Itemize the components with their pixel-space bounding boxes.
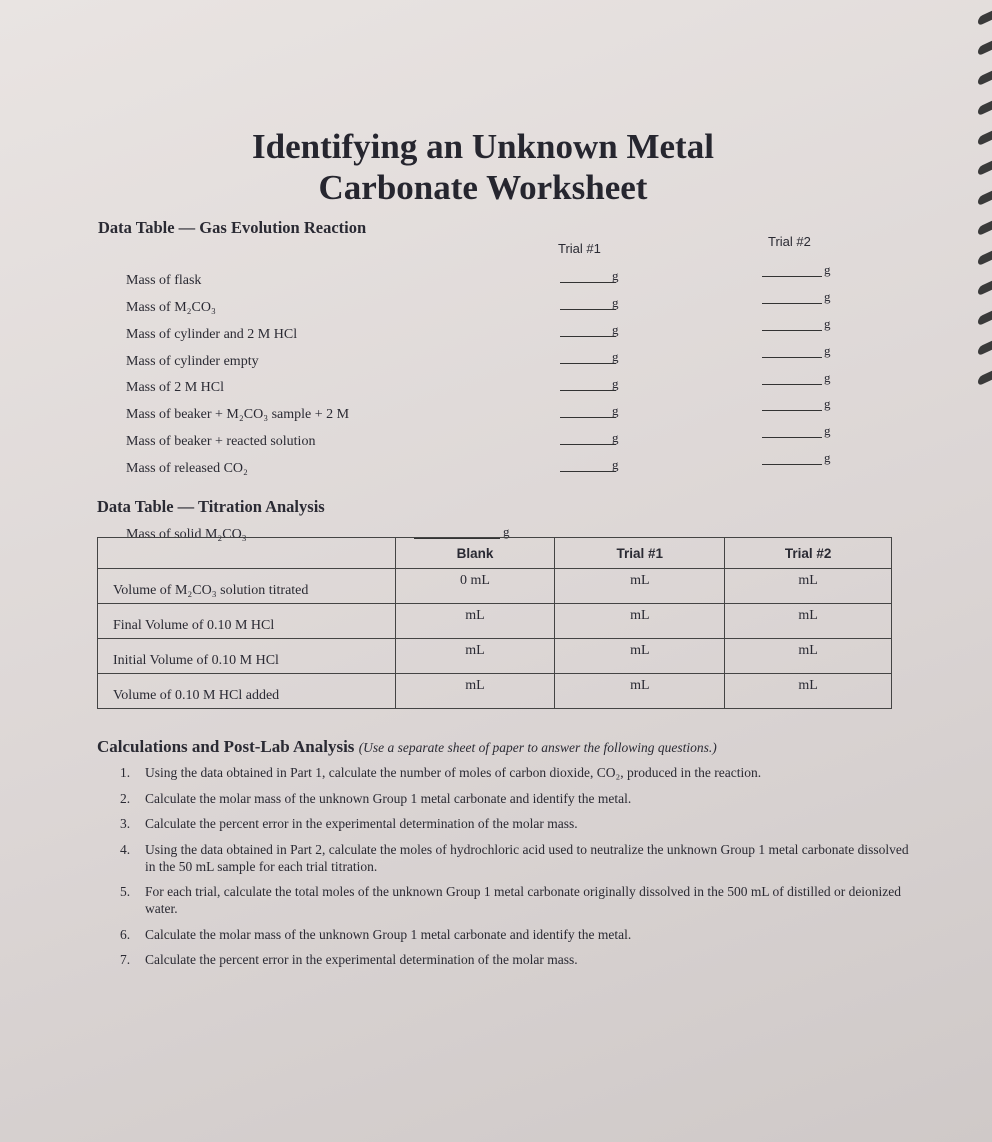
unit-label: g: [612, 268, 619, 283]
question-number: 6.: [120, 926, 131, 942]
unit-label: g: [824, 396, 831, 411]
trial1-blank[interactable]: [560, 403, 616, 418]
gas-row-label: Mass of beaker + reacted solution: [126, 434, 316, 449]
table-row: [98, 639, 892, 674]
trial1-blank[interactable]: [560, 376, 616, 391]
binding-ring: [978, 221, 992, 237]
trial1-blank[interactable]: [560, 349, 616, 364]
trial2-cell[interactable]: mL: [725, 569, 892, 604]
unit-label: g: [824, 370, 831, 385]
binding-ring: [978, 281, 992, 297]
trial2-cell[interactable]: mL: [725, 674, 892, 709]
trial2-blank[interactable]: [762, 316, 822, 331]
solid-mass-label: Mass of solid M₂CO₃: [126, 527, 247, 542]
trial1-blank[interactable]: [560, 430, 616, 445]
unit-label: g: [824, 289, 831, 304]
unit-label: g: [824, 262, 831, 277]
list-item: [120, 841, 910, 875]
question-text: For each trial, calculate the total moles of the unknown Group 1 metal carbonate originally dissolved in the 500 mL of distilled or deionized water.: [145, 884, 902, 916]
list-item: [120, 951, 910, 968]
binding-ring: [978, 71, 992, 87]
blank-cell[interactable]: mL: [395, 674, 555, 709]
header-cell: [98, 538, 396, 569]
question-text: Using the data obtained in Part 1, calculate the number of moles of carbon dioxide, CO₂, produced in the reaction.: [145, 765, 762, 780]
solid-mass-unit: g: [503, 524, 510, 539]
binding-ring: [978, 131, 992, 147]
binding-ring: [978, 161, 992, 177]
trial1-blank[interactable]: [560, 457, 616, 472]
table-row: [98, 604, 892, 639]
blank-cell[interactable]: mL: [395, 604, 555, 639]
unit-label: g: [612, 430, 619, 445]
row-label-cell: Final Volume of 0.10 M HCl: [98, 604, 396, 639]
table-row: [98, 569, 892, 604]
trial1-cell[interactable]: mL: [555, 569, 725, 604]
trial1-cell[interactable]: mL: [555, 604, 725, 639]
gas-row-label: Mass of cylinder empty: [126, 354, 259, 369]
question-number: 4.: [120, 841, 131, 857]
trial2-blank[interactable]: [762, 423, 822, 438]
trial1-blank[interactable]: [560, 268, 616, 283]
calc-title-text: Calculations and Post-Lab Analysis: [97, 737, 355, 756]
header-cell: Blank: [395, 538, 555, 569]
gas-section-title: Data Table — Gas Evolution Reaction: [98, 218, 367, 237]
calc-note: (Use a separate sheet of paper to answer the following questions.): [358, 740, 717, 755]
unit-label: g: [612, 349, 619, 364]
table-header-row: [98, 538, 892, 569]
question-number: 7.: [120, 952, 131, 967]
trial2-blank[interactable]: [762, 450, 822, 465]
binding-ring: [978, 251, 992, 267]
unit-label: g: [612, 295, 619, 310]
blank-cell[interactable]: 0 mL: [395, 569, 555, 604]
titration-section-title: Data Table — Titration Analysis: [97, 497, 325, 516]
page-title: [0, 126, 966, 208]
binding-ring: [978, 311, 992, 327]
trial2-blank[interactable]: [762, 370, 822, 385]
question-number: 2.: [120, 790, 131, 806]
gas-trial1-header: Trial #1: [558, 241, 601, 256]
gas-row-label: Mass of M₂CO₃: [126, 300, 216, 315]
question-number: 3.: [120, 816, 131, 831]
list-item: [120, 883, 910, 917]
trial2-blank[interactable]: [762, 343, 822, 358]
unit-label: g: [612, 403, 619, 418]
title-line-2: Carbonate Worksheet: [318, 168, 648, 207]
spiral-binding: [966, 0, 992, 420]
trial2-cell[interactable]: mL: [725, 639, 892, 674]
binding-ring: [978, 341, 992, 357]
unit-label: g: [824, 343, 831, 358]
row-label-cell: Initial Volume of 0.10 M HCl: [98, 639, 396, 674]
trial2-blank[interactable]: [762, 262, 822, 277]
unit-label: g: [824, 423, 831, 438]
gas-row-label: Mass of released CO₂: [126, 461, 248, 476]
row-label-cell: Volume of M₂CO₃ solution titrated: [98, 569, 396, 604]
unit-label: g: [824, 450, 831, 465]
question-list: [120, 764, 910, 977]
gas-row-label: Mass of flask: [126, 273, 202, 288]
blank-cell[interactable]: mL: [395, 639, 555, 674]
calc-section-title: [97, 737, 717, 757]
unit-label: g: [612, 457, 619, 472]
gas-trial2-header: Trial #2: [768, 234, 811, 249]
titration-table: [97, 537, 892, 709]
trial1-blank[interactable]: [560, 295, 616, 310]
gas-row-label: Mass of 2 M HCl: [126, 380, 225, 395]
list-item: [120, 764, 910, 781]
trial2-cell[interactable]: mL: [725, 604, 892, 639]
gas-row-label: Mass of beaker + M₂CO₃ sample + 2 M: [126, 407, 350, 422]
question-text: Calculate the molar mass of the unknown Group 1 metal carbonate and identify the metal.: [145, 926, 632, 942]
list-item: [120, 790, 910, 807]
binding-ring: [978, 101, 992, 117]
unit-label: g: [824, 316, 831, 331]
unit-label: g: [612, 322, 619, 337]
trial1-blank[interactable]: [560, 322, 616, 337]
header-cell: Trial #2: [725, 538, 892, 569]
question-number: 5.: [120, 884, 131, 899]
question-text: Calculate the molar mass of the unknown Group 1 metal carbonate and identify the metal.: [145, 790, 632, 806]
binding-ring: [978, 191, 992, 207]
gas-row-label: Mass of cylinder and 2 M HCl: [126, 327, 298, 342]
binding-ring: [978, 11, 992, 27]
table-row: [98, 674, 892, 709]
binding-ring: [978, 371, 992, 387]
unit-label: g: [612, 376, 619, 391]
title-line-1: Identifying an Unknown Metal: [252, 127, 714, 166]
header-cell: Trial #1: [555, 538, 725, 569]
question-text: Using the data obtained in Part 2, calculate the moles of hydrochloric acid used to neutralize the unknown Group 1 metal carbonate dissolved in the 50 mL sample for each trial titration.: [145, 841, 909, 874]
list-item: [120, 815, 910, 832]
list-item: [120, 926, 910, 943]
trial2-blank[interactable]: [762, 396, 822, 411]
binding-ring: [978, 41, 992, 57]
trial2-blank[interactable]: [762, 289, 822, 304]
trial1-cell[interactable]: mL: [555, 639, 725, 674]
row-label-cell: Volume of 0.10 M HCl added: [98, 674, 396, 709]
question-number: 1.: [120, 765, 131, 780]
trial1-cell[interactable]: mL: [555, 674, 725, 709]
question-text: Calculate the percent error in the experimental determination of the molar mass.: [145, 952, 578, 967]
question-text: Calculate the percent error in the experimental determination of the molar mass.: [145, 816, 578, 831]
